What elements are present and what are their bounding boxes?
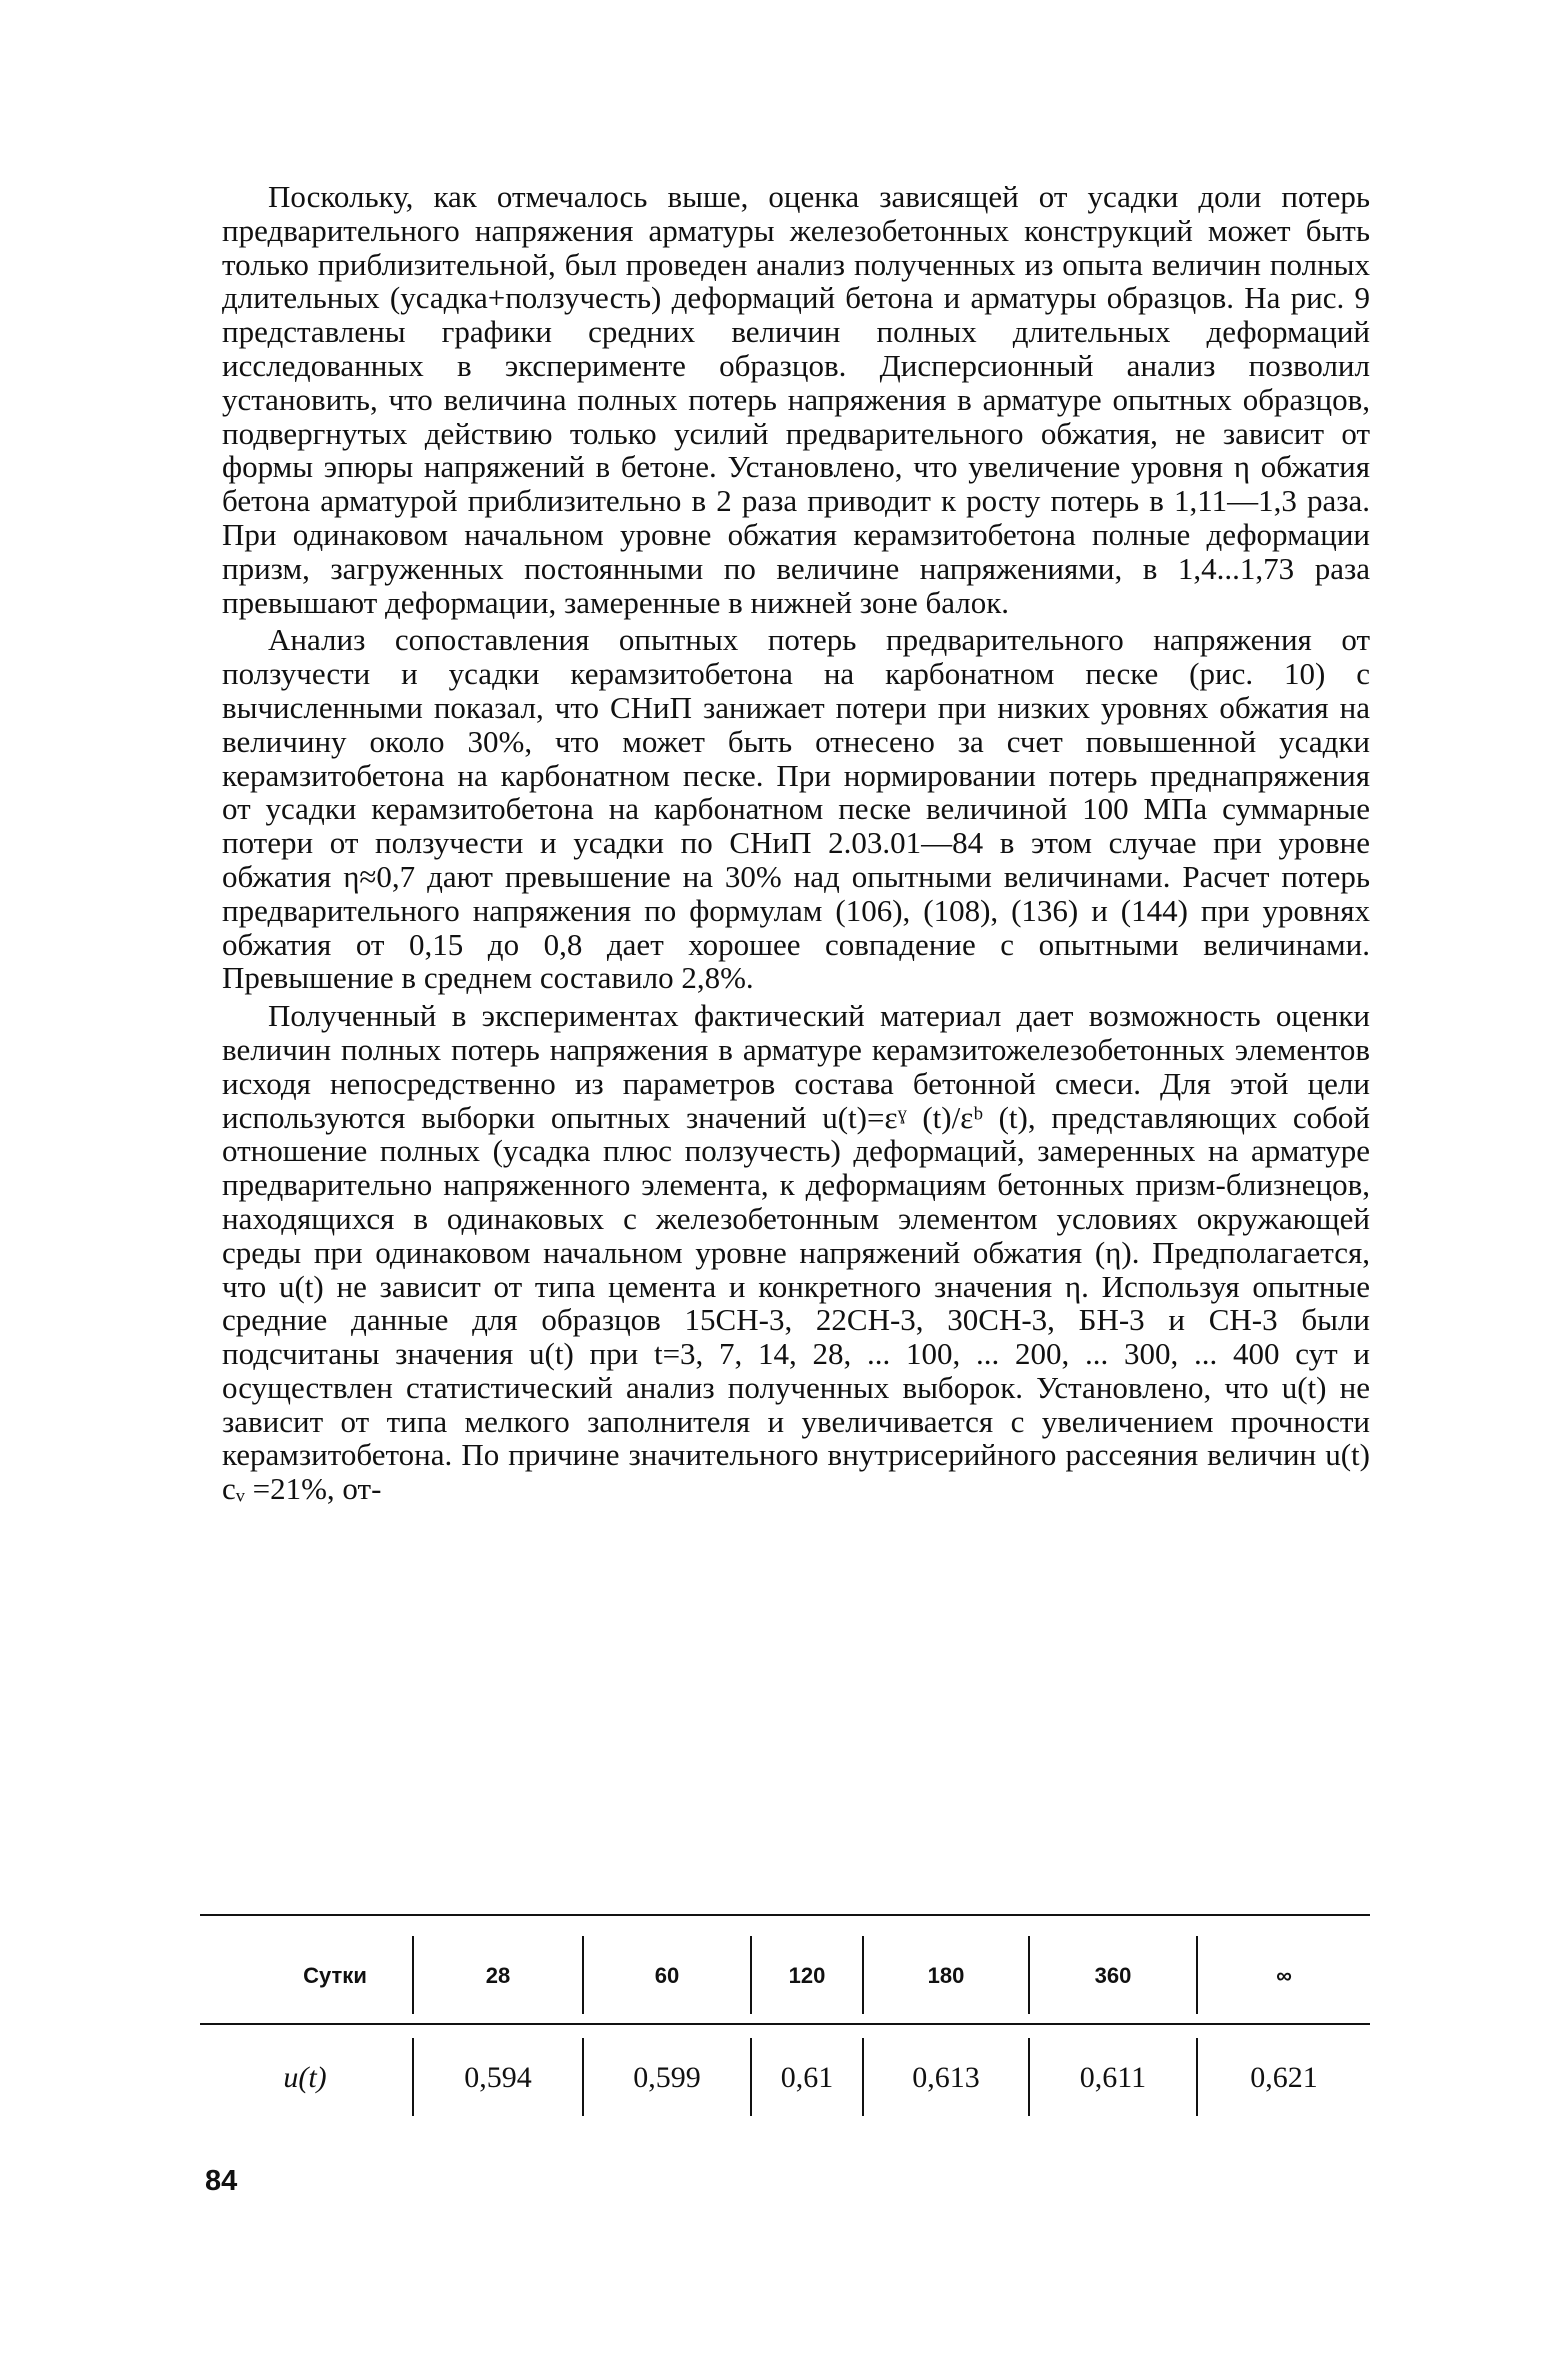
paragraph-experimental-material: Полученный в экспериментах фактический материал дает возможность оценки величин полных потерь напряжения в арматуре керамзитожелезобетонных элементов исходя непосредственно из параметров состава бетонной смеси. Для этой цели используются выборки опытных значений u(t)=εˠ (t)/εᵇ (t), представляющих собой отношение полных (усадка плюс ползучесть) деформаций, замеренных на арматуре предварительно напряженного элемента, к деформациям бетонных призм-близнецов, находящихся в одинаковых с железобетонным элементом условиях окружающей среды при одинаковом начальном уровне напряжений обжатия (η). Предполагается, что u(t) не зависит от типа цемента и конкретного значения η. Используя опытные средние данные для образцов 15СН-3, 22СН-3, 30СН-3, БН-3 и СН-3 были подсчитаны значения u(t) при t=3, 7, 14, 28, ... 100, ... 200, ... 300, ... 400 сут и осуществлен статистический анализ полученных выборок. Установлено, что u(t) не зависит от типа мелкого заполнителя и увеличивается с увеличением прочности керамзитобетона. По причине значительного внутрисерийного рассеяния величин u(t) cᵥ =21%, от- <box>222 998 1370 1507</box>
header-cell-28: 28 <box>485 1963 511 1988</box>
header-cell-180: 180 <box>927 1963 965 1988</box>
row-label-u: u(t) <box>283 2061 327 2094</box>
page-number: 84 <box>205 2165 238 2197</box>
header-cell-infinity: ∞ <box>1276 1963 1292 1988</box>
header-cell-360: 360 <box>1094 1963 1132 1988</box>
table-top-rule <box>200 1914 1370 1916</box>
table-row <box>200 2038 1370 2118</box>
cell-value-infinity: 0,621 <box>1250 2061 1318 2094</box>
header-cell-60: 60 <box>654 1963 680 1988</box>
paragraph-losses-analysis: Поскольку, как отмечалось выше, оценка зависящей от усадки доли потерь предварительного напряжения арматуры железобетонных конструкций может быть только приблизительной, был проведен анализ полученных из опыта величин полных длительных (усадка+ползучесть) деформаций бетона и арматуры образцов. На рис. 9 представлены графики средних величин полных длительных деформаций исследованных в эксперименте образцов. Дисперсионный анализ позволил установить, что величина полных потерь напряжения в арматуре опытных образцов, подвергнутых действию только усилий предварительного обжатия, не зависит от формы эпюры напряжений в бетоне. Установлено, что увеличение уровня η обжатия бетона арматурой приблизительно в 2 раза приводит к росту потерь в 1,11—1,3 раза. При одинаковом начальном уровне обжатия керамзитобетона полные деформации призм, загруженных постоянными по величине напряжениями, в 1,4...1,73 раза превышают деформации, замеренные в нижней зоне балок. <box>222 179 1370 620</box>
header-cell-120: 120 <box>788 1963 826 1988</box>
table-header-row <box>200 1936 1370 2016</box>
cell-value-28: 0,594 <box>464 2061 532 2094</box>
cell-value-60: 0,599 <box>633 2061 701 2094</box>
paragraph-snip-comparison: Анализ сопоставления опытных потерь предварительного напряжения от ползучести и усадки керамзитобетона на карбонатном песке (рис. 10) с вычисленными показал, что СНиП занижает потери при низких уровнях обжатия на величину около 30%, что может быть отнесено за счет повышенной усадки керамзитобетона на карбонатном песке. При нормировании потерь преднапряжения от усадки керамзитобетона на карбонатном песке величиной 100 МПа суммарные потери от ползучести и усадки по СНиП 2.03.01—84 в этом случае при уровне обжатия η≈0,7 дают превышение на 30% над опытными величинами. Расчет потерь предварительного напряжения по формулам (106), (108), (136) и (144) при уровнях обжатия от 0,15 до 0,8 дает хорошее совпадение с опытными величинами. Превышение в среднем составило 2,8%. <box>222 622 1370 996</box>
body-text <box>222 180 1370 1510</box>
header-cell-days: Сутки <box>303 1963 367 1988</box>
u-values-table <box>200 1918 1370 2128</box>
cell-value-360: 0,611 <box>1079 2061 1147 2094</box>
cell-value-180: 0,613 <box>912 2061 980 2094</box>
cell-value-120: 0,61 <box>780 2061 834 2094</box>
